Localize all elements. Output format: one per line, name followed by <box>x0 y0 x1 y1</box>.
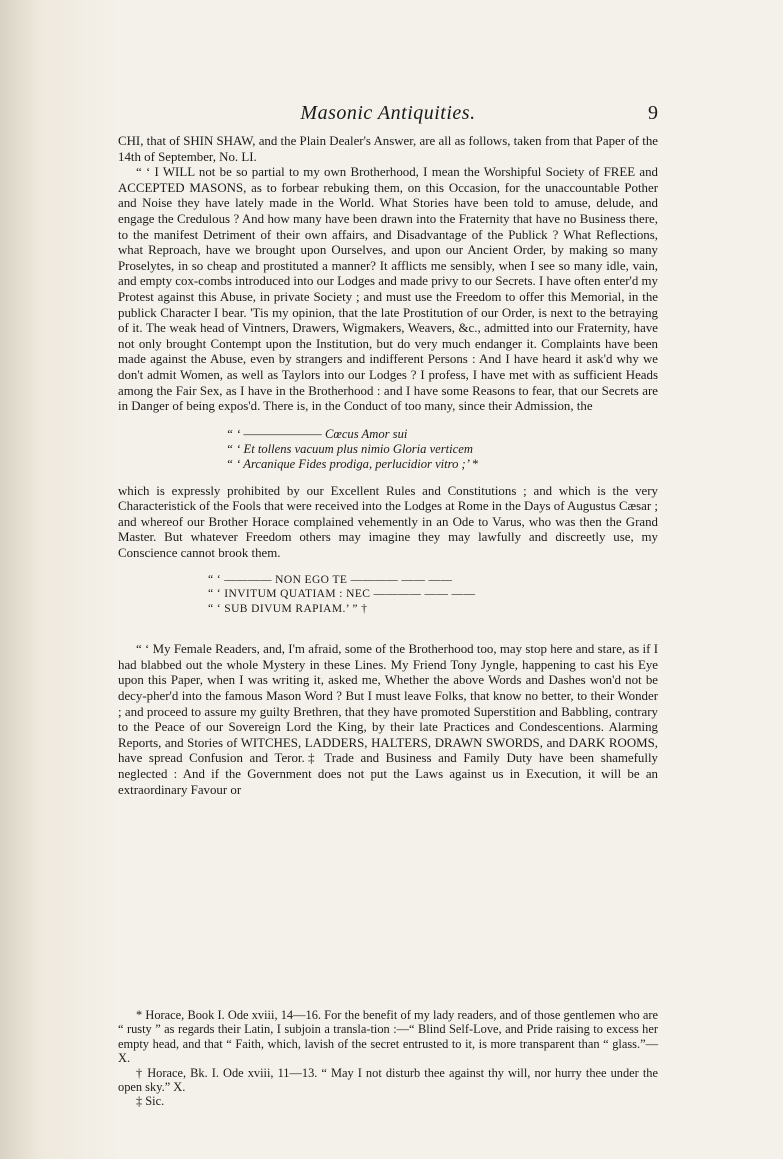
paragraph-3: which is expressly prohibited by our Excellent Rules and Constitutions ; and which is the very Characteristick of the Fools that were received into the Lodges at Rome in the Days of Augustus Cæsar ; and whereof our Brother Horace complained vehemently in an Ode to Varus, who was then the Grand Master. But whatever Freedom others may imagine they may lawfully and discreetly use, my Conscience cannot brook them. <box>118 483 658 561</box>
verse-line: “ ‘ INVITUM QUATIAM : NEC ———— —— —— <box>208 588 476 601</box>
page-number: 9 <box>648 102 658 124</box>
paragraph-2: “ ‘ I WILL not be so partial to my own Brotherhood, I mean the Worshipful Society of FREE and ACCEPTED MASONS, as to forbear rebuking them, on this Occasion, for the unaccountable Pother and Noise they have lately made in the World. What Stories have been told to amuse, delude, and engage the Credulous ? And how many have been drawn into the Fraternity that have no Business there, to the manifest Detriment of their own affairs, and Disadvantage of the Publick ? What Reflections, what Reproach, have we brought upon Ourselves, and upon our Ancient Order, by making so many Proselytes, in so cheap and prostituted a manner? It afflicts me sensibly, when I see so many idle, vain, and empty cox-combs introduced into our Lodges and made privy to our Secrets. I have often enter'd my Protest against this Abuse, in private Society ; and must use the Freedom to offer this Memorial, in the publick Character I bear. 'Tis my opinion, that the late Prostitution of our Order, is next to the betraying of it. The weak head of Vintners, Drawers, Wigmakers, Weavers, &c., admitted into our Fraternity, have not only brought Contempt upon the Institution, but do very much endanger it. Complaints have been made against the Abuse, even by strangers and indifferent Persons : And I have heard it ask'd why we don't admit Women, as well as Taylors into our Lodges ? I profess, I have met with as sufficient Heads among the Fair Sex, as I have in the Brotherhood : and I have some Reasons to fear, that our Secrets are in Danger of being expos'd. There is, in the Conduct of too many, since their Admission, the <box>118 165 658 414</box>
verse-line: “ ‘ ——————— Cœcus Amor sui <box>226 426 408 441</box>
verse-line: “ ‘ Et tollens vacuum plus nimio Gloria verticem <box>226 441 473 456</box>
paragraph-1: CHI, that of SHIN SHAW, and the Plain Dealer's Answer, are all as follows, taken from that Paper of the 14th of September, No. LI. <box>118 134 658 164</box>
verse-line: “ ‘ SUB DIVUM RAPIAM.’ ” † <box>208 602 368 615</box>
verse-line: “ ‘ Arcanique Fides prodiga, perlucidior vitro ;’ * <box>226 456 478 471</box>
paragraph-spacer <box>118 626 658 642</box>
paragraph-4: “ ‘ My Female Readers, and, I'm afraid, some of the Brotherhood too, may stop here and stare, as if I had blabbed out the whole Mystery in these Lines. My Friend Tony Jyngle, happening to cast his Eye upon this Paper, when I was writing it, asked me, Whether the above Words and Dashes won'd not be decy-pher'd into the famous Mason Word ? But I must leave Folks, that know no better, to their Wonder ; and proceed to assure my guilty Brethren, that they have promoted Superstition and Babbling, contrary to the Peace of our Sovereign Lord the King, by their late Practices and Condescentions. Alarming Reports, and Stories of WITCHES, LADDERS, HALTERS, DRAWN SWORDS, and DARK ROOMS, have spread Confusion and Teror.‡ Trade and Business and Family Duty have been shamefully neglected : And if the Government does not put the Laws against us in Execution, it will be an extraordinary Favour or <box>118 642 658 797</box>
latin-verse-2 <box>208 573 658 617</box>
main-text <box>118 134 658 798</box>
page-header <box>118 102 658 128</box>
running-title: Masonic Antiquities. <box>300 102 476 124</box>
footnote-2: † Horace, Bk. I. Ode xviii, 11—13. “ May I not disturb thee against thy will, nor hurry thee under the open sky.” X. <box>118 1065 658 1095</box>
page-gutter-shadow <box>0 0 120 1159</box>
verse-line: “ ‘ ———— NON EGO TE ———— —— —— <box>208 573 453 586</box>
latin-verse-1 <box>226 427 658 472</box>
footnote-3: ‡ Sic. <box>136 1094 165 1109</box>
footnotes <box>118 1008 658 1109</box>
footnote-1: * Horace, Book I. Ode xviii, 14—16. For the benefit of my lady readers, and of those gentlemen who are “ rusty ” as regards their Latin, I subjoin a transla-tion :—“ Blind Self-Love, and Pride raising to excess her empty head, and that “ Faith, which, lavish of the secret entrusted to it, is more transparent than “ glass.”—X. <box>118 1008 658 1066</box>
